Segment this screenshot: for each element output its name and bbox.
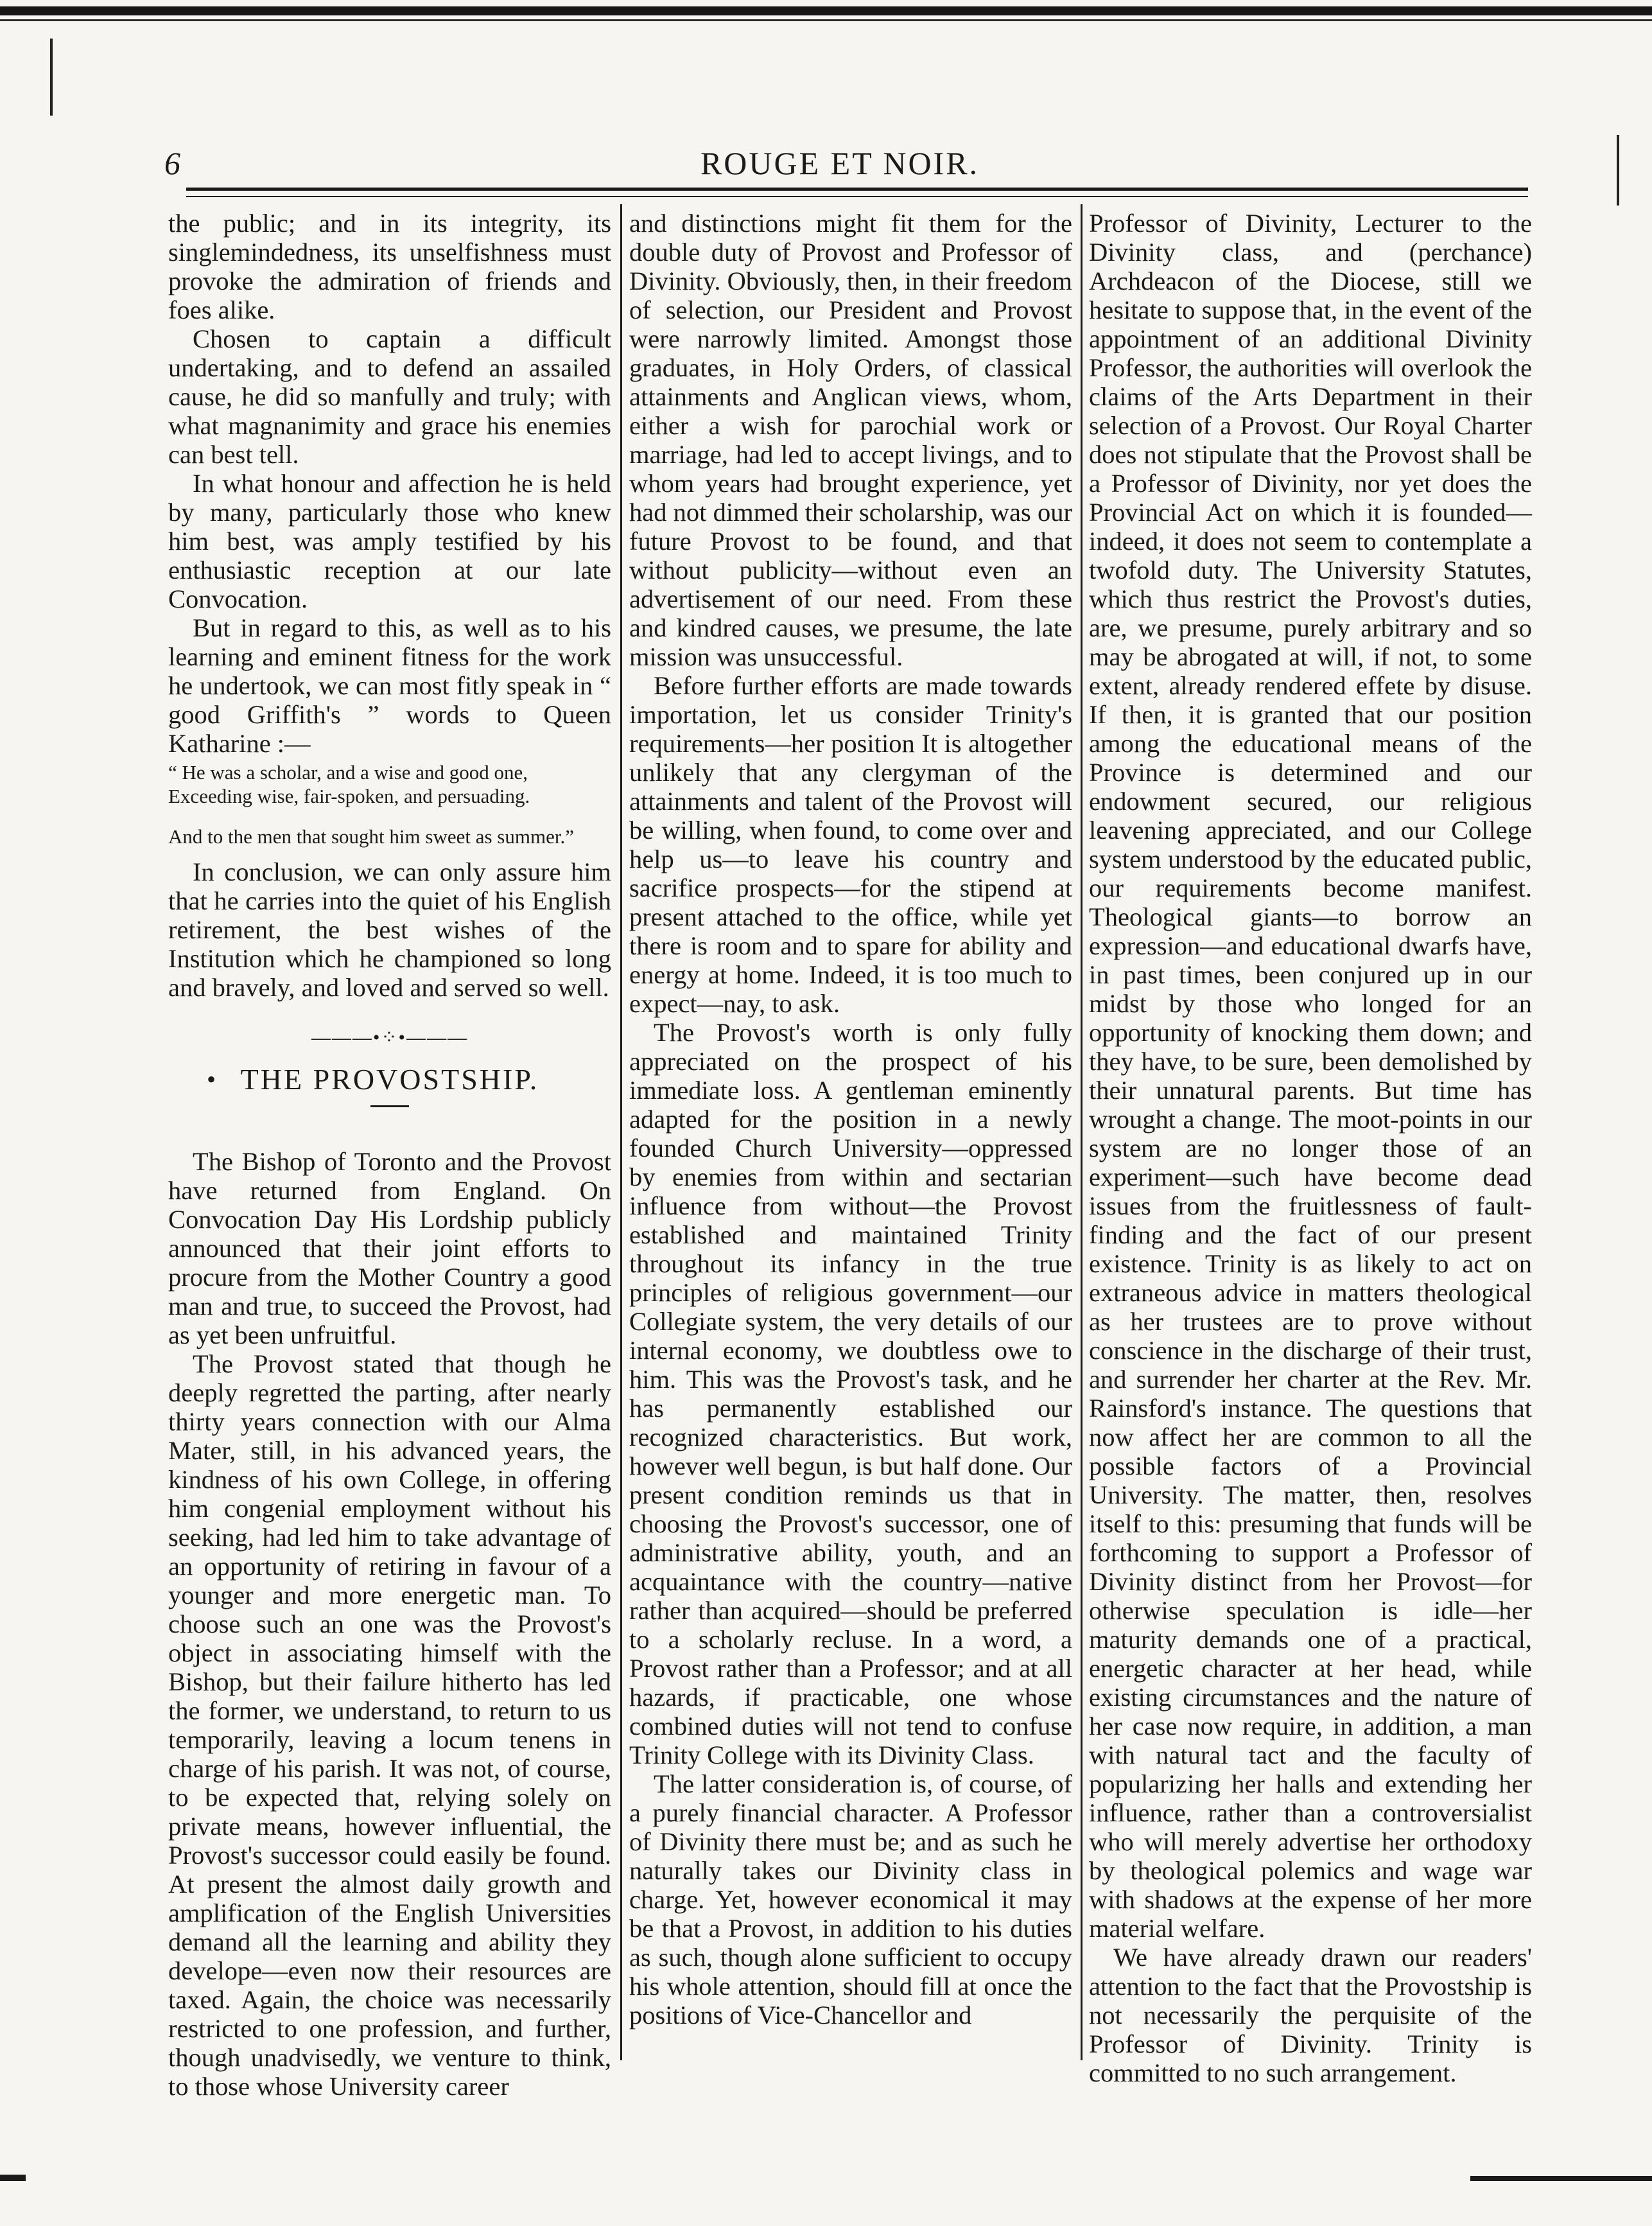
column-2 <box>629 209 1072 2062</box>
paragraph: In conclusion, we can only assure him that he carries into the quiet of his English retirement, the best wishes of the Institution which he championed so long and bravely, and loved and served so well. <box>168 857 611 1002</box>
footer-mark-left <box>0 2175 26 2181</box>
header-rule-thick <box>186 188 1528 191</box>
left-margin-mark <box>50 39 53 116</box>
column-divider-right <box>1081 204 1082 2060</box>
paragraph: Chosen to captain a difficult undertaking, and to defend an assailed cause, he did so manfully and truly; with what magnanimity and grace his enemies can best tell. <box>168 324 611 469</box>
column-1 <box>168 209 611 2101</box>
paragraph: The Provost's worth is only fully appreciated on the prospect of his immediate loss. A gentleman eminently adapted for the position in a newly founded Church University—oppressed by enemies from within and sectarian influence from without—the Provost established and maintained Trinity throughout its infancy in the true principles of religious government—our Collegiate system, the very details of our internal economy, we doubtless owe to him. This was the Provost's task, and he has permanently established our recognized characteristics. But work, however well begun, is but half done. Our present condition reminds us that in choosing the Provost's successor, one of administrative ability, youth, and an acquaintance with the country—native rather than acquired—should be preferred to a scholarly recluse. In a word, a Provost rather than a Professor; and at all hazards, if practicable, one whose combined duties will not tend to confuse Trinity College with its Divinity Class. <box>629 1018 1072 1769</box>
paragraph: The Provost stated that though he deeply regretted the parting, after nearly thirty years connection with our Alma Mater, still, in his advanced years, the kindness of his own College, in offering him congenial employment without his seeking, had led him to take advantage of an opportunity of retiring in favour of a younger and more energetic man. To choose such an one was the Provost's object in associating himself with the Bishop, but their failure hitherto has led the former, we understand, to return to us temporarily, leaving a locum tenens in charge of his parish. It was not, of course, to be expected that, relying solely on private means, however influential, the Provost's successor could easily be found. At present the almost daily growth and amplification of the English Universities demand all the learning and ability they develope—even now their resources are taxed. Again, the choice was necessarily restricted to one profession, and further, though unadvisedly, we venture to think, to those whose University career <box>168 1349 611 2101</box>
footer-mark-right <box>1470 2176 1652 2181</box>
right-margin-mark <box>1617 135 1619 206</box>
top-border-rule <box>0 6 1652 15</box>
paragraph: The Bishop of Toronto and the Provost have returned from England. On Convocation Day His Lordship publicly announced that their joint efforts to procure from the Mother Country a good man and true, to succeed the Provost, had as yet been unfruitful. <box>168 1147 611 1349</box>
masthead-title: ROUGE ET NOIR. <box>700 145 980 181</box>
header-rule-thin <box>186 196 1528 197</box>
paragraph: Before further efforts are made towards importation, let us consider Trinity's requirements—her position It is altogether unlikely that any clergyman of the attainments and talent of the Provost will be willing, when found, to come over and help us—to leave his country and sacrifice prospects—for the stipend at present attached to the office, while yet there is room and to spare for ability and energy at home. Indeed, it is too much to expect—nay, to ask. <box>629 671 1072 1018</box>
section-ornament: ———•⁘•——— <box>311 1027 469 1048</box>
paragraph: the public; and in its integrity, its singlemindedness, its unselfishness must provoke the admiration of friends and foes alike. <box>168 209 611 324</box>
paragraph: The latter consideration is, of course, of a purely financial character. A Professor of Divinity there must be; and as such he naturally takes our Divinity class in charge. Yet, however economical it may be that a Provost, in addition to his duties as such, though alone sufficient to occupy his whole attention, should fill at once the positions of Vice-Chancellor and <box>629 1769 1072 2029</box>
page-number: 6 <box>164 145 180 181</box>
column-3 <box>1089 209 1532 2087</box>
paragraph: We have already drawn our readers' attention to the fact that the Provostship is not necessarily the perquisite of the Professor of Divinity. Trinity is committed to no such arrangement. <box>1089 1943 1532 2087</box>
top-border-rule-thin <box>0 19 1652 21</box>
page-header <box>146 145 1533 183</box>
quote-line: And to the men that sought him sweet as summer.” <box>168 825 574 848</box>
quote-line: “ He was a scholar, and a wise and good one, Exceeding wise, fair-spoken, and persuading. <box>168 761 530 807</box>
paragraph: Professor of Divinity, Lecturer to the Divinity class, and (perchance) Archdeacon of the Diocese, still we hesitate to suppose that, in the event of the appointment of an additional Divinity Professor, the authorities will overlook the claims of the Arts Department in their selection of a Provost. Our Royal Charter does not stipulate that the Provost shall be a Professor of Divinity, nor yet does the Provincial Act on which it is founded—indeed, it does not seem to contemplate a twofold duty. The University Statutes, which thus restrict the Provost's duties, are, we presume, purely arbitrary and so may be abrogated at will, if not, to some extent, already rendered effete by disuse. If then, it is granted that our position among the educational means of the Province is determined and our endowment secured, our religious leavening appreciated, and our College system understood by the educated public, our requirements become manifest. Theological giants—to borrow an expression—and educational dwarfs have, in past times, been conjured up in our midst by those who longed for an opportunity of knocking them down; and they have, to be sure, been demolished by their unnatural parents. But time has wrought a change. The moot-points in our system are no longer those of an experiment—such have become dead issues from the fruitlessness of fault-finding and the fact of our present existence. Trinity is as likely to act on extraneous advice in matters theological as her trustees are to prove without conscience in the discharge of their trust, and surrender her charter at the Rev. Mr. Rainsford's instance. The questions that now affect her are common to all the possible factors of a Provincial University. The matter, then, resolves itself to this: presuming that funds will be forthcoming to support a Professor of Divinity distinct from her Provost—for otherwise speculation is idle—her maturity demands one of a practical, energetic character at her head, while existing circumstances and the nature of her case now require, in addition, a man with natural tact and the faculty of popularizing her halls and extending her influence, rather than a controversialist who will merely advertise her orthodoxy by theological polemics and wage war with shadows at the expense of her more material welfare. <box>1089 209 1532 1943</box>
verse-quotation <box>168 760 611 848</box>
heading-rule <box>370 1105 409 1107</box>
section-heading <box>168 1065 611 1094</box>
column-divider-left <box>620 204 622 2060</box>
paragraph: In what honour and affection he is held by many, particularly those who knew him best, was amply testified by his enthusiastic reception at our late Convocation. <box>168 469 611 613</box>
paragraph: and distinctions might fit them for the double duty of Provost and Professor of Divinity. Obviously, then, in their freedom of selection, our President and Provost were narrowly limited. Amongst those graduates, in Holy Orders, of classical attainments and Anglican views, whom, either a wish for parochial work or marriage, had led to accept livings, and to whom years had brought experience, yet had not dimmed their scholarship, was our future Provost to be found, and that without publicity—without even an advertisement of our need. From these and kindred causes, we presume, the late mission was unsuccessful. <box>629 209 1072 671</box>
paragraph: But in regard to this, as well as to his learning and eminent fitness for the work he undertook, we can most fitly speak in “ good Griffith's ” words to Queen Katharine :— <box>168 613 611 758</box>
section-heading-text: THE PROVOSTSHIP. <box>240 1063 539 1096</box>
bullet-mark: • <box>207 1065 218 1094</box>
